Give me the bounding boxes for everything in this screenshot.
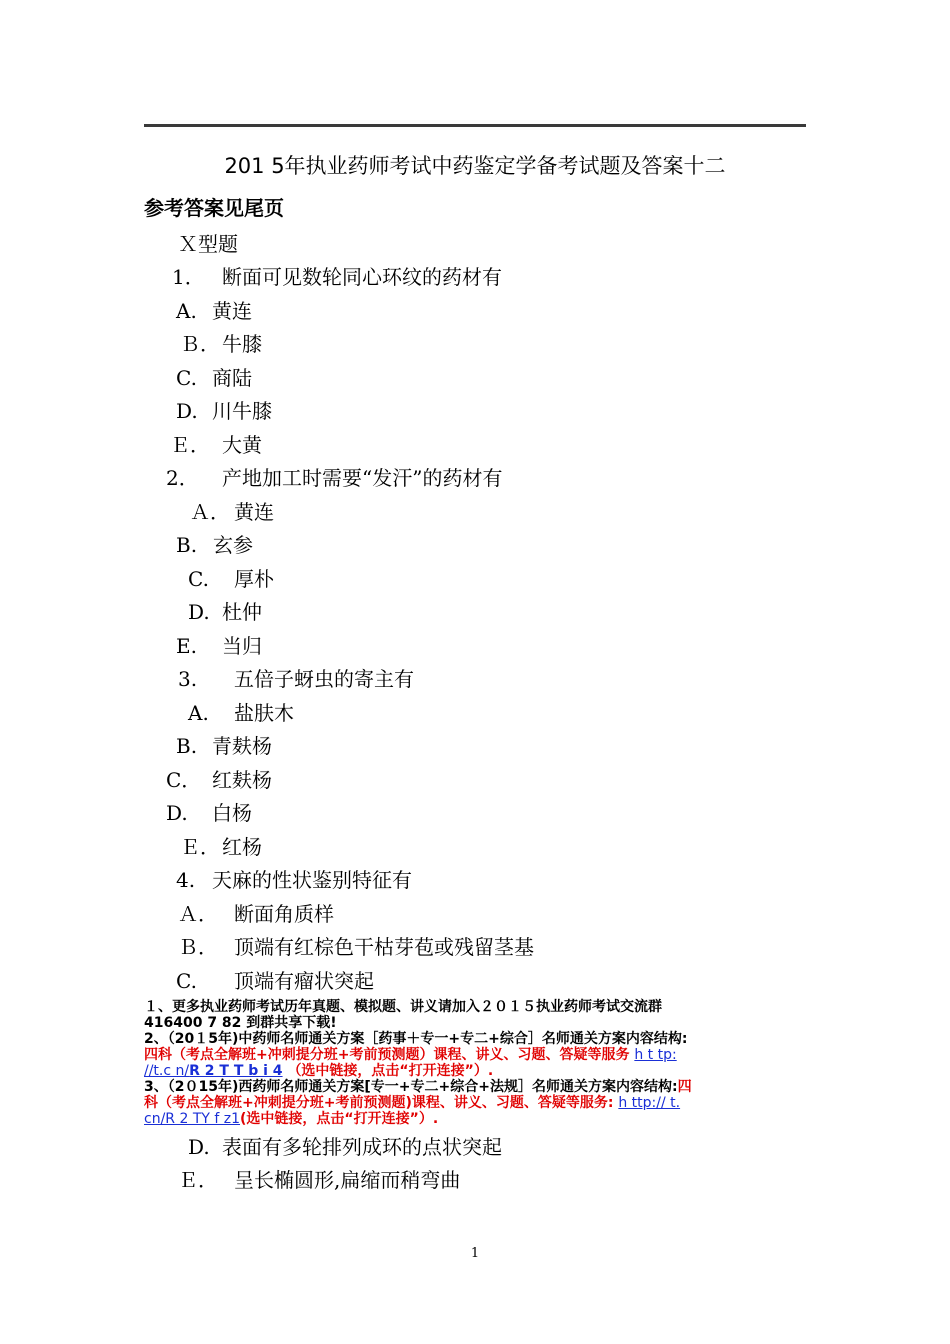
option [178, 898, 334, 927]
option [190, 496, 274, 525]
option-text: 顶端有瘤状突起 [234, 969, 374, 993]
promo-link[interactable]: //t.c n/ [144, 1063, 190, 1079]
option [176, 730, 272, 759]
option-text: 厚朴 [234, 567, 274, 591]
option [176, 630, 262, 659]
option-text: 白杨 [212, 801, 252, 825]
promo-line-6 [144, 1079, 692, 1095]
question-number: 2． [166, 466, 199, 490]
page-number: 1 [470, 1246, 480, 1261]
promo-line-8 [144, 1111, 438, 1127]
promo-link[interactable]: R 2 T T b i 4 [189, 1063, 283, 1079]
option-label: C. [188, 567, 209, 591]
option-text: 牛膝 [222, 332, 262, 356]
question-text: 断面可见数轮同心环纹的药材有 [222, 265, 502, 289]
option-text: 黄连 [212, 299, 252, 323]
option-text: 盐肤木 [234, 701, 294, 725]
promo-line-4 [144, 1047, 677, 1063]
promo-line-2: 416400 7 82 到群共享下载! [144, 1015, 337, 1031]
option [176, 362, 252, 391]
option [188, 563, 274, 592]
option-text: 大黄 [222, 433, 262, 457]
promo-red-text: 科（考点全解班+冲刺提分班+考前预测题)课程、讲义、习题、答疑等服务: [144, 1095, 614, 1111]
option [170, 429, 262, 458]
option-text: 呈长椭圆形,扁缩而稍弯曲 [234, 1168, 461, 1192]
option-label: Ａ． [190, 500, 230, 524]
option [166, 764, 272, 793]
question-number: 4. [176, 868, 196, 892]
option-label: A. [188, 701, 209, 725]
option-label: C. [176, 366, 197, 390]
option [188, 697, 294, 726]
option-label: D. [166, 801, 188, 825]
option-label: C． [166, 768, 202, 792]
option-text: 当归 [222, 634, 262, 658]
question-3 [178, 663, 414, 692]
option-label: Ｂ． [178, 935, 218, 959]
promo-line-5 [144, 1063, 493, 1079]
promo-link[interactable]: h ttp:// t. [618, 1095, 681, 1111]
answer-note: 参考答案见尾页 [144, 196, 284, 220]
option [180, 328, 262, 357]
question-text: 产地加工时需要“发汗”的药材有 [222, 466, 503, 490]
question-text: 天麻的性状鉴别特征有 [212, 868, 412, 892]
option [178, 931, 534, 960]
promo-line-3: 2、（20１5年)中药师名师通关方案［药事＋专一+专二+综合］名师通关方案内容结构: [144, 1031, 688, 1047]
option-label: Ｅ． [180, 835, 220, 859]
option [166, 797, 252, 826]
question-number: 3. [178, 667, 198, 691]
promo-red-text: 四科（考点全解班+冲刺提分班+考前预测题）课程、讲义、习题、答疑等服务 [144, 1047, 630, 1063]
promo-black-text: 3、（2０15年)西药师名师通关方案[专一+专二+综合+法规］名师通关方案内容结构: [144, 1079, 678, 1095]
option-text: 红麸杨 [212, 768, 272, 792]
option [176, 529, 253, 558]
option-text: 顶端有红棕色干枯芽苞或残留茎基 [234, 935, 534, 959]
promo-red-text: 四 [677, 1079, 692, 1095]
option-text: 川牛膝 [212, 399, 272, 423]
promo-line-1: １、更多执业药师考试历年真题、模拟题、讲义请加入２０１５执业药师考试交流群 [144, 999, 662, 1015]
header-rule [144, 124, 806, 127]
option-label: D. [176, 399, 198, 423]
option-label: Ｅ． [178, 1168, 218, 1192]
option-label: C. [176, 969, 197, 993]
option [176, 395, 272, 424]
question-1 [172, 261, 502, 290]
option-text: 青麸杨 [212, 734, 272, 758]
option-label: Ｂ． [180, 332, 220, 356]
option-label: B. [176, 533, 198, 557]
option-text: 红杨 [222, 835, 262, 859]
promo-red-text: （选中链接，点击“打开连接”）. [287, 1063, 494, 1079]
option [188, 1131, 502, 1160]
option-text: 商陆 [212, 366, 252, 390]
option-label: A. [176, 299, 197, 323]
question-2 [166, 462, 502, 491]
option [180, 831, 262, 860]
option-text: 断面角质样 [234, 902, 334, 926]
option-text: 表面有多轮排列成环的点状突起 [222, 1135, 502, 1159]
option-label: B. [176, 734, 198, 758]
option [176, 295, 252, 324]
option-label: D. [188, 1135, 210, 1159]
option-label: Ａ． [178, 902, 218, 926]
section-heading: Ｘ型题 [178, 232, 238, 256]
page-title: 201 5年执业药师考试中药鉴定学备考试题及答案十二 [224, 154, 726, 178]
option [176, 965, 374, 994]
option-label: E. [176, 634, 197, 658]
option [178, 1164, 460, 1193]
option-text: 杜仲 [222, 600, 262, 624]
promo-link[interactable]: cn/R 2 TY f z1 [144, 1111, 241, 1127]
option [188, 596, 262, 625]
option-label: D. [188, 600, 210, 624]
promo-line-7 [144, 1095, 680, 1111]
question-number: 1． [172, 265, 205, 289]
promo-link[interactable]: h t tp: [634, 1047, 677, 1063]
question-4 [176, 864, 412, 893]
option-text: 黄连 [234, 500, 274, 524]
option-label: Ｅ． [170, 433, 210, 457]
question-text: 五倍子蚜虫的寄主有 [234, 667, 414, 691]
promo-red-text: (选中链接，点击“打开连接”）. [240, 1111, 439, 1127]
option-text: 玄参 [213, 533, 253, 557]
